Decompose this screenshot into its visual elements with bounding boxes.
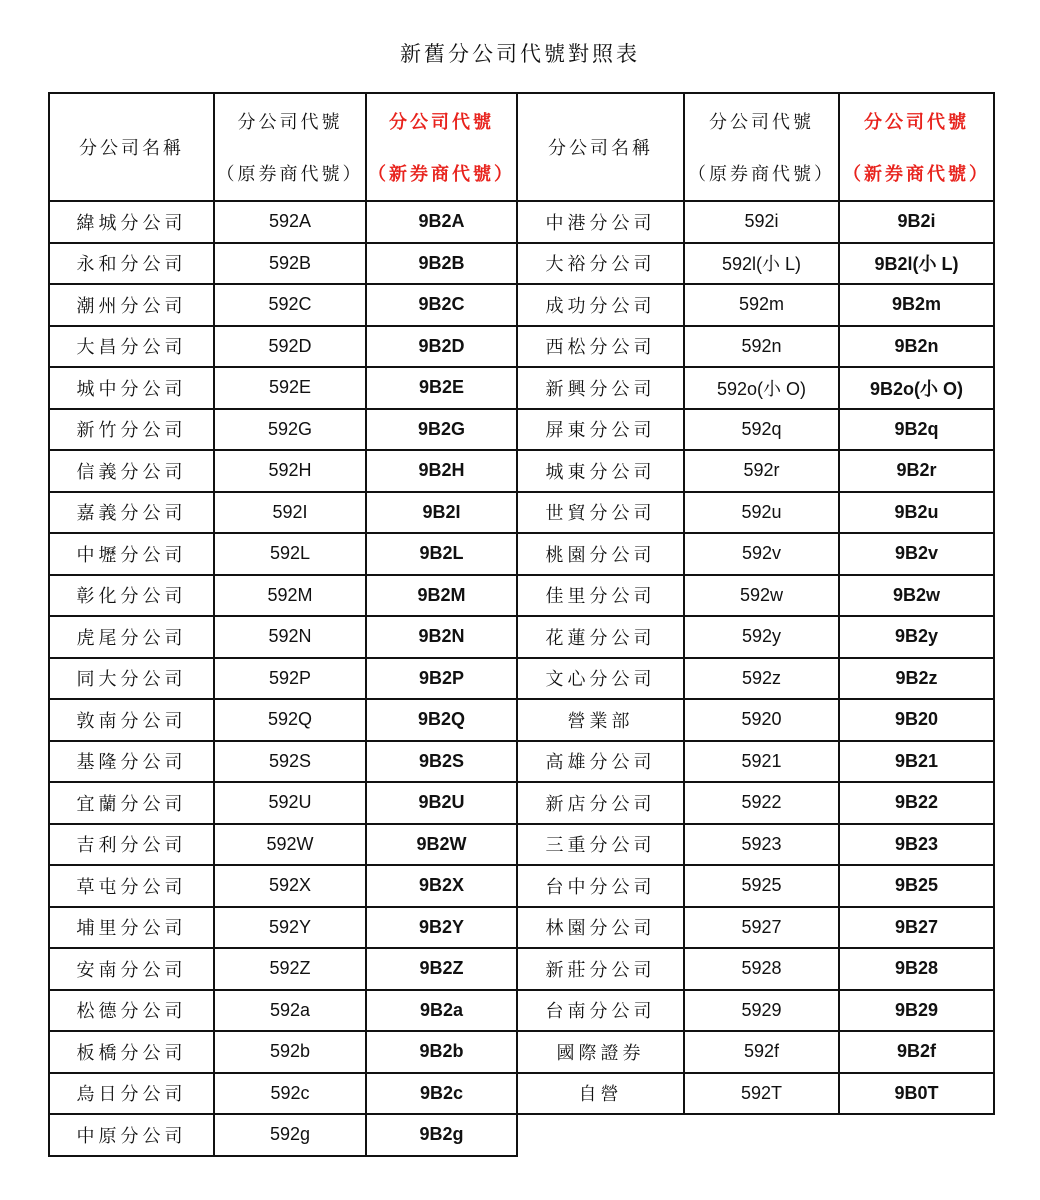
table-row <box>49 699 517 741</box>
new-code-cell: 9B2q <box>839 409 994 451</box>
old-code-cell: 592l(小 L) <box>684 243 839 285</box>
branch-name-cell: 成功分公司 <box>517 284 684 326</box>
branch-name-cell: 佳里分公司 <box>517 575 684 617</box>
old-code-cell: 592H <box>214 450 366 492</box>
table-header-row <box>49 93 517 201</box>
new-code-cell: 9B27 <box>839 907 994 949</box>
old-code-cell: 592a <box>214 990 366 1032</box>
branch-name-cell: 松德分公司 <box>49 990 214 1032</box>
branch-name-cell: 同大分公司 <box>49 658 214 700</box>
new-code-cell: 9B2w <box>839 575 994 617</box>
old-code-cell: 592b <box>214 1031 366 1073</box>
table-row <box>517 699 994 741</box>
table-row <box>49 409 517 451</box>
old-code-cell: 592Q <box>214 699 366 741</box>
branch-name-cell: 三重分公司 <box>517 824 684 866</box>
branch-name-cell: 信義分公司 <box>49 450 214 492</box>
old-code-cell: 592Y <box>214 907 366 949</box>
table-row <box>517 1031 994 1073</box>
new-code-cell: 9B2g <box>366 1114 517 1156</box>
table-row <box>49 948 517 990</box>
page-title: 新舊分公司代號對照表 <box>400 42 640 66</box>
old-code-cell: 5925 <box>684 865 839 907</box>
new-code-cell: 9B2a <box>366 990 517 1032</box>
new-code-cell: 9B2S <box>366 741 517 783</box>
table-row <box>49 492 517 534</box>
old-code-cell: 592L <box>214 533 366 575</box>
branch-name-cell: 緯城分公司 <box>49 201 214 243</box>
table-row <box>517 990 994 1032</box>
old-code-cell: 592X <box>214 865 366 907</box>
new-code-cell: 9B2M <box>366 575 517 617</box>
branch-name-cell: 花蓮分公司 <box>517 616 684 658</box>
table-row <box>49 450 517 492</box>
table-row <box>49 1031 517 1073</box>
old-code-cell: 5927 <box>684 907 839 949</box>
branch-code-table-right <box>516 92 995 1115</box>
old-code-cell: 592o(小 O) <box>684 367 839 409</box>
old-code-cell: 592y <box>684 616 839 658</box>
table-row <box>49 658 517 700</box>
new-code-cell: 9B2X <box>366 865 517 907</box>
new-code-cell: 9B22 <box>839 782 994 824</box>
new-code-cell: 9B20 <box>839 699 994 741</box>
table-row <box>49 990 517 1032</box>
new-code-cell: 9B25 <box>839 865 994 907</box>
old-code-cell: 592B <box>214 243 366 285</box>
table-row <box>517 907 994 949</box>
new-code-cell: 9B2E <box>366 367 517 409</box>
branch-name-cell: 吉利分公司 <box>49 824 214 866</box>
table-row <box>517 492 994 534</box>
old-code-cell: 592v <box>684 533 839 575</box>
new-code-cell: 9B2o(小 O) <box>839 367 994 409</box>
old-code-cell: 5921 <box>684 741 839 783</box>
table-row <box>517 201 994 243</box>
branch-name-cell: 營業部 <box>517 699 684 741</box>
branch-name-cell: 板橋分公司 <box>49 1031 214 1073</box>
new-code-cell: 9B2Q <box>366 699 517 741</box>
new-code-cell: 9B2i <box>839 201 994 243</box>
new-code-cell: 9B2L <box>366 533 517 575</box>
header-new-code: 分公司代號 （新券商代號） <box>366 93 517 201</box>
header-old-code: 分公司代號 （原券商代號） <box>684 93 839 201</box>
branch-name-cell: 潮州分公司 <box>49 284 214 326</box>
old-code-cell: 592i <box>684 201 839 243</box>
old-code-cell: 5920 <box>684 699 839 741</box>
branch-name-cell: 虎尾分公司 <box>49 616 214 658</box>
new-code-cell: 9B2I <box>366 492 517 534</box>
table-row <box>49 326 517 368</box>
old-code-cell: 592n <box>684 326 839 368</box>
table-row <box>49 1073 517 1115</box>
branch-name-cell: 中壢分公司 <box>49 533 214 575</box>
old-code-cell: 592W <box>214 824 366 866</box>
table-row <box>517 284 994 326</box>
branch-name-cell: 新興分公司 <box>517 367 684 409</box>
table-row <box>49 575 517 617</box>
branch-name-cell: 新莊分公司 <box>517 948 684 990</box>
new-code-cell: 9B2N <box>366 616 517 658</box>
new-code-cell: 9B2m <box>839 284 994 326</box>
branch-name-cell: 台中分公司 <box>517 865 684 907</box>
branch-name-cell: 烏日分公司 <box>49 1073 214 1115</box>
branch-name-cell: 嘉義分公司 <box>49 492 214 534</box>
old-code-cell: 592U <box>214 782 366 824</box>
old-code-cell: 592z <box>684 658 839 700</box>
old-code-cell: 592D <box>214 326 366 368</box>
header-old-code: 分公司代號 （原券商代號） <box>214 93 366 201</box>
new-code-cell: 9B2B <box>366 243 517 285</box>
new-code-cell: 9B2v <box>839 533 994 575</box>
branch-name-cell: 草屯分公司 <box>49 865 214 907</box>
branch-name-cell: 林園分公司 <box>517 907 684 949</box>
table-row <box>517 409 994 451</box>
branch-name-cell: 新竹分公司 <box>49 409 214 451</box>
table-row <box>49 865 517 907</box>
old-code-cell: 5929 <box>684 990 839 1032</box>
table-header-row <box>517 93 994 201</box>
branch-name-cell: 敦南分公司 <box>49 699 214 741</box>
old-code-cell: 592N <box>214 616 366 658</box>
table-row <box>517 533 994 575</box>
new-code-cell: 9B2u <box>839 492 994 534</box>
branch-name-cell: 高雄分公司 <box>517 741 684 783</box>
branch-name-cell: 新店分公司 <box>517 782 684 824</box>
old-code-cell: 592m <box>684 284 839 326</box>
table-row <box>517 575 994 617</box>
table-row <box>517 948 994 990</box>
new-code-cell: 9B2A <box>366 201 517 243</box>
new-code-cell: 9B2c <box>366 1073 517 1115</box>
old-code-cell: 592q <box>684 409 839 451</box>
old-code-cell: 592G <box>214 409 366 451</box>
new-code-cell: 9B2Y <box>366 907 517 949</box>
branch-name-cell: 基隆分公司 <box>49 741 214 783</box>
branch-name-cell: 大昌分公司 <box>49 326 214 368</box>
table-row <box>517 616 994 658</box>
new-code-cell: 9B2U <box>366 782 517 824</box>
branch-name-cell: 城中分公司 <box>49 367 214 409</box>
branch-code-table-left <box>48 92 518 1157</box>
old-code-cell: 592g <box>214 1114 366 1156</box>
old-code-cell: 592f <box>684 1031 839 1073</box>
table-row <box>49 1114 517 1156</box>
new-code-cell: 9B2C <box>366 284 517 326</box>
table-row <box>49 284 517 326</box>
new-code-cell: 9B2y <box>839 616 994 658</box>
header-new-code: 分公司代號 （新券商代號） <box>839 93 994 201</box>
new-code-cell: 9B2f <box>839 1031 994 1073</box>
new-code-cell: 9B2P <box>366 658 517 700</box>
table-row <box>49 201 517 243</box>
branch-name-cell: 大裕分公司 <box>517 243 684 285</box>
old-code-cell: 592A <box>214 201 366 243</box>
table-row <box>517 450 994 492</box>
old-code-cell: 592T <box>684 1073 839 1115</box>
table-row <box>49 616 517 658</box>
old-code-cell: 592E <box>214 367 366 409</box>
new-code-cell: 9B21 <box>839 741 994 783</box>
header-branch-name: 分公司名稱 <box>49 93 214 201</box>
old-code-cell: 592r <box>684 450 839 492</box>
old-code-cell: 592C <box>214 284 366 326</box>
table-row <box>517 326 994 368</box>
branch-name-cell: 西松分公司 <box>517 326 684 368</box>
branch-name-cell: 永和分公司 <box>49 243 214 285</box>
table-row <box>517 741 994 783</box>
table-row <box>517 367 994 409</box>
old-code-cell: 592w <box>684 575 839 617</box>
new-code-cell: 9B28 <box>839 948 994 990</box>
branch-name-cell: 埔里分公司 <box>49 907 214 949</box>
table-row <box>49 741 517 783</box>
table-row <box>49 782 517 824</box>
table-row <box>517 824 994 866</box>
old-code-cell: 592M <box>214 575 366 617</box>
branch-name-cell: 安南分公司 <box>49 948 214 990</box>
table-row <box>49 824 517 866</box>
new-code-cell: 9B0T <box>839 1073 994 1115</box>
table-row <box>49 533 517 575</box>
old-code-cell: 592P <box>214 658 366 700</box>
table-row <box>517 865 994 907</box>
table-row <box>517 243 994 285</box>
old-code-cell: 5922 <box>684 782 839 824</box>
branch-name-cell: 世貿分公司 <box>517 492 684 534</box>
table-row <box>517 658 994 700</box>
branch-name-cell: 屏東分公司 <box>517 409 684 451</box>
new-code-cell: 9B23 <box>839 824 994 866</box>
old-code-cell: 5928 <box>684 948 839 990</box>
new-code-cell: 9B2n <box>839 326 994 368</box>
table-row <box>49 243 517 285</box>
old-code-cell: 5923 <box>684 824 839 866</box>
new-code-cell: 9B2W <box>366 824 517 866</box>
branch-name-cell: 台南分公司 <box>517 990 684 1032</box>
new-code-cell: 9B2b <box>366 1031 517 1073</box>
new-code-cell: 9B2l(小 L) <box>839 243 994 285</box>
new-code-cell: 9B2G <box>366 409 517 451</box>
new-code-cell: 9B29 <box>839 990 994 1032</box>
new-code-cell: 9B2z <box>839 658 994 700</box>
table-row <box>517 782 994 824</box>
old-code-cell: 592u <box>684 492 839 534</box>
table-row <box>49 907 517 949</box>
branch-name-cell: 宜蘭分公司 <box>49 782 214 824</box>
table-row <box>49 367 517 409</box>
branch-name-cell: 中原分公司 <box>49 1114 214 1156</box>
old-code-cell: 592I <box>214 492 366 534</box>
new-code-cell: 9B2H <box>366 450 517 492</box>
branch-name-cell: 國際證券 <box>517 1031 684 1073</box>
new-code-cell: 9B2r <box>839 450 994 492</box>
branch-name-cell: 城東分公司 <box>517 450 684 492</box>
branch-name-cell: 彰化分公司 <box>49 575 214 617</box>
table-row <box>517 1073 994 1115</box>
header-branch-name: 分公司名稱 <box>517 93 684 201</box>
branch-name-cell: 自營 <box>517 1073 684 1115</box>
old-code-cell: 592c <box>214 1073 366 1115</box>
old-code-cell: 592Z <box>214 948 366 990</box>
branch-name-cell: 文心分公司 <box>517 658 684 700</box>
branch-name-cell: 中港分公司 <box>517 201 684 243</box>
old-code-cell: 592S <box>214 741 366 783</box>
new-code-cell: 9B2D <box>366 326 517 368</box>
branch-name-cell: 桃園分公司 <box>517 533 684 575</box>
new-code-cell: 9B2Z <box>366 948 517 990</box>
